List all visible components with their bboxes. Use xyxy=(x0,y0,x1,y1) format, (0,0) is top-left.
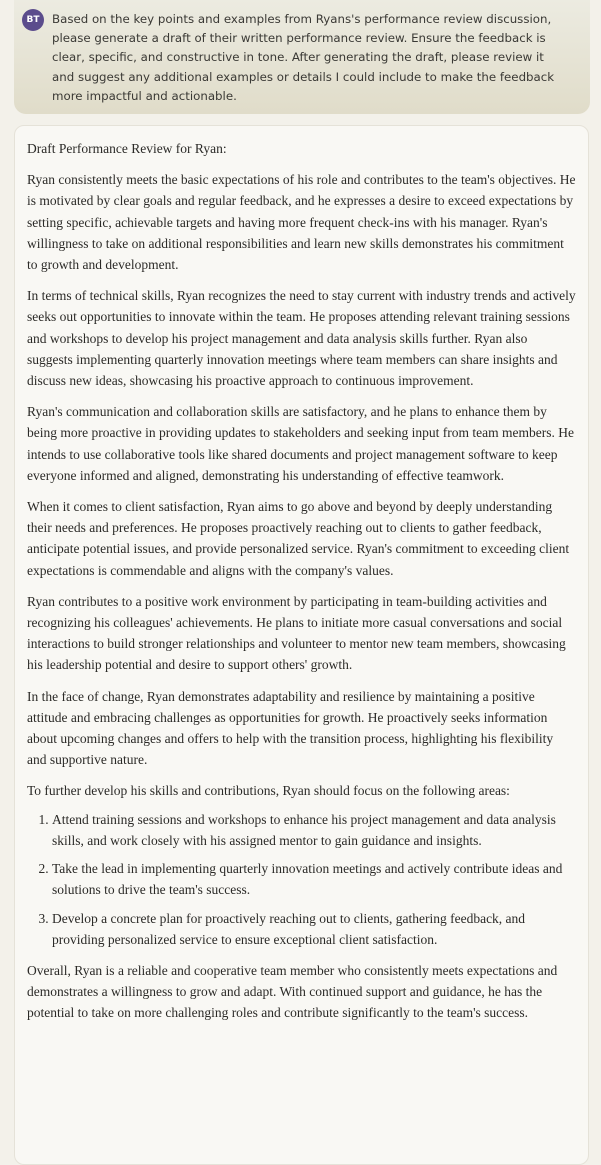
review-closing: Overall, Ryan is a reliable and cooperative team member who consistently meets expectations and demonstrates a willingness to grow and adapt. With continued support and guidance, he has the potential to take on more challenging roles and contribute significantly to the team's success. xyxy=(27,962,558,1021)
user-message xyxy=(14,0,590,114)
review-paragraph: Ryan contributes to a positive work environment by participating in team-building activities and recognizing his colleagues' achievements. He plans to initiate more casual conversations and social interactions to build stronger relationships and volunteer to mentor new team members, showcasing his leadership potential and desire to support others' growth. xyxy=(27,593,566,673)
focus-area-item: 3. Develop a concrete plan for proactively reaching out to clients, gathering feedback, and providing personalized service to ensure exceptional client satisfaction. xyxy=(52,908,576,950)
focus-area-item: 1. Attend training sessions and workshops to enhance his project management and data analysis skills, and work closely with his assigned mentor to gain guidance and insights. xyxy=(52,809,576,851)
review-paragraph: When it comes to client satisfaction, Ryan aims to go above and beyond by deeply understanding their needs and preferences. He proposes proactively reaching out to clients to gather feedback, anticipate potential issues, and provide personalized service. Ryan's commitment to exceeding client expectations is commendable and aligns with the company's values. xyxy=(27,499,570,578)
user-avatar[interactable]: BT xyxy=(22,9,44,31)
review-title: Draft Performance Review for Ryan: xyxy=(27,141,227,156)
focus-areas-intro: To further develop his skills and contributions, Ryan should focus on the following areas: xyxy=(27,783,510,799)
assistant-response xyxy=(14,125,589,1165)
focus-area-item: 2. Take the lead in implementing quarterly innovation meetings and actively contribute ideas and solutions to drive the team's success. xyxy=(52,858,576,900)
review-paragraph: Ryan consistently meets the basic expectations of his role and contributes to the team's objectives. He is motivated by clear goals and regular feedback, and he expresses a desire to exceed expectations by setting specific, achievable targets and having more frequent check-ins with his manager. Ryan's willingness to take on additional responsibilities and learn new skills demonstrates his commitment to growth and development. xyxy=(27,172,576,273)
review-paragraph: In terms of technical skills, Ryan recognizes the need to stay current with industry trends and actively seeks out opportunities to innovate within the team. He proposes attending relevant training sessions and workshops to develop his project management and data analysis skills further. Ryan also suggests implementing quarterly innovation meetings where team members can share insights and discuss new ideas, showcasing his proactive approach to continuous improvement. xyxy=(27,288,576,389)
focus-areas-list xyxy=(27,809,576,950)
review-paragraph: Ryan's communication and collaboration skills are satisfactory, and he plans to enhance them by being more proactive in providing updates to stakeholders and seeking input from team members. He intends to use collaborative tools like shared documents and project management software to keep everyone informed and aligned, demonstrating his understanding of effective teamwork. xyxy=(27,404,574,483)
review-paragraph: In the face of change, Ryan demonstrates adaptability and resilience by maintaining a positive attitude and embracing challenges as opportunities for growth. He proactively seeks information about upcoming changes and offers to help with the transition process, highlighting his flexibility and supportive nature. xyxy=(27,688,554,768)
user-message-text: Based on the key points and examples from Ryans's performance review discussion, please generate a draft of their written performance review. Ensure the feedback is clear, specific, and constructive in tone. After generating the draft, please review it and suggest any additional examples or details I could include to make the feedback more impactful and actionable. xyxy=(52,12,555,103)
